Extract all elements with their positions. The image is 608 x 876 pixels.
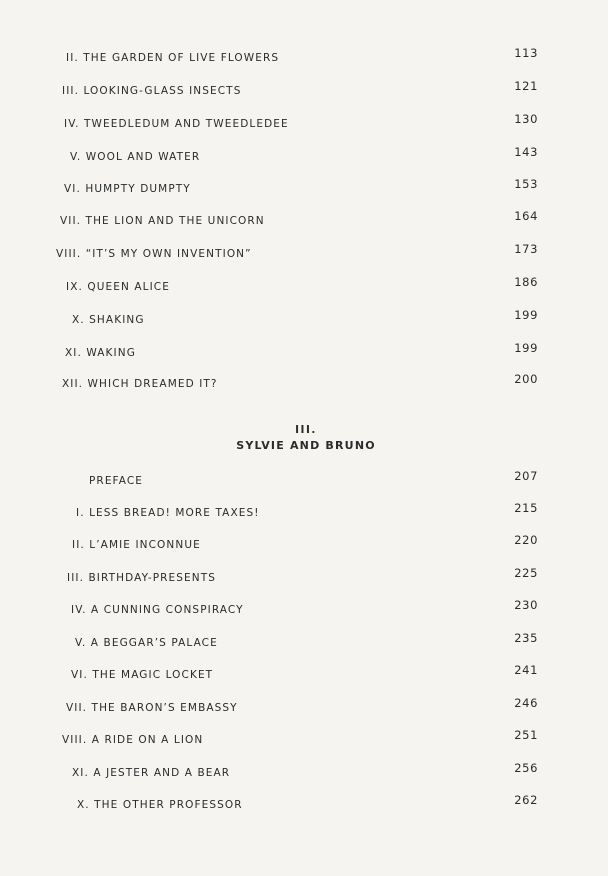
toc-entry xyxy=(0,46,608,72)
toc-entry-title: VIII. A RIDE ON A LION xyxy=(62,734,204,746)
toc-entry-title: XI. A JESTER AND A BEAR xyxy=(72,767,231,779)
toc-entry xyxy=(0,308,608,334)
toc-entry-page: 173 xyxy=(514,242,538,256)
toc-entry-title: PREFACE xyxy=(89,475,144,487)
toc-entry-title: XI. WAKING xyxy=(65,347,136,359)
toc-entry-page: 199 xyxy=(514,341,538,355)
toc-entry-page: 251 xyxy=(514,728,538,742)
toc-entry-title: V. WOOL AND WATER xyxy=(70,151,201,163)
toc-entry-title: X. SHAKING xyxy=(72,314,145,326)
toc-entry-title: II. L’AMIE INCONNUE xyxy=(72,539,201,551)
toc-entry xyxy=(0,566,608,592)
toc-entry-page: 246 xyxy=(514,696,538,710)
toc-entry-title: VI. HUMPTY DUMPTY xyxy=(64,183,191,195)
toc-entry xyxy=(0,631,608,657)
toc-entry-title: III. BIRTHDAY-PRESENTS xyxy=(67,572,217,584)
toc-entry-page: 235 xyxy=(514,631,538,645)
toc-entry-title: II. THE GARDEN OF LIVE FLOWERS xyxy=(66,52,280,64)
toc-entry xyxy=(0,793,608,819)
toc-entry-page: 200 xyxy=(514,372,538,386)
toc-entry-title: X. THE OTHER PROFESSOR xyxy=(77,799,243,811)
toc-entry xyxy=(0,372,608,398)
toc-entry xyxy=(0,209,608,235)
toc-entry-page: 241 xyxy=(514,663,538,677)
toc-entry-title: IV. TWEEDLEDUM AND TWEEDLEDEE xyxy=(64,118,289,130)
toc-entry-page: 256 xyxy=(514,761,538,775)
toc-entry-title: VII. THE BARON’S EMBASSY xyxy=(66,702,238,714)
toc-entry xyxy=(0,469,608,495)
toc-entry-title: I. LESS BREAD! MORE TAXES! xyxy=(76,507,260,519)
toc-entry-title: IX. QUEEN ALICE xyxy=(66,281,170,293)
section-title: SYLVIE AND BRUNO xyxy=(236,439,376,452)
toc-entry-page: 186 xyxy=(514,275,538,289)
toc-entry-page: 143 xyxy=(514,145,538,159)
toc-entry xyxy=(0,79,608,105)
toc-entry-page: 207 xyxy=(514,469,538,483)
toc-entry-title: VIII. “IT’S MY OWN INVENTION” xyxy=(56,248,252,260)
toc-entry xyxy=(0,145,608,171)
toc-entry xyxy=(0,501,608,527)
toc-entry xyxy=(0,663,608,689)
toc-entry-title: XII. WHICH DREAMED IT? xyxy=(62,378,218,390)
toc-entry-page: 153 xyxy=(514,177,538,191)
toc-entry xyxy=(0,341,608,367)
toc-entry-page: 220 xyxy=(514,533,538,547)
toc-entry-title: IV. A CUNNING CONSPIRACY xyxy=(71,604,244,616)
toc-entry xyxy=(0,728,608,754)
toc-entry-page: 262 xyxy=(514,793,538,807)
toc-entry-page: 164 xyxy=(514,209,538,223)
toc-entry xyxy=(0,242,608,268)
toc-entry-title: VII. THE LION AND THE UNICORN xyxy=(60,215,265,227)
toc-entry-page: 130 xyxy=(514,112,538,126)
toc-entry xyxy=(0,112,608,138)
toc-entry-page: 225 xyxy=(514,566,538,580)
section-numeral: III. xyxy=(295,424,317,436)
toc-entry-title: V. A BEGGAR’S PALACE xyxy=(75,637,218,649)
toc-entry xyxy=(0,275,608,301)
toc-entry-page: 113 xyxy=(514,46,538,60)
toc-entry-page: 199 xyxy=(514,308,538,322)
toc-entry xyxy=(0,696,608,722)
toc-entry xyxy=(0,177,608,203)
toc-entry xyxy=(0,761,608,787)
toc-entry-page: 121 xyxy=(514,79,538,93)
toc-entry-page: 230 xyxy=(514,598,538,612)
toc-entry xyxy=(0,533,608,559)
toc-entry-page: 215 xyxy=(514,501,538,515)
toc-entry-title: III. LOOKING-GLASS INSECTS xyxy=(62,85,242,97)
toc-entry-title: VI. THE MAGIC LOCKET xyxy=(71,669,214,681)
toc-entry xyxy=(0,598,608,624)
